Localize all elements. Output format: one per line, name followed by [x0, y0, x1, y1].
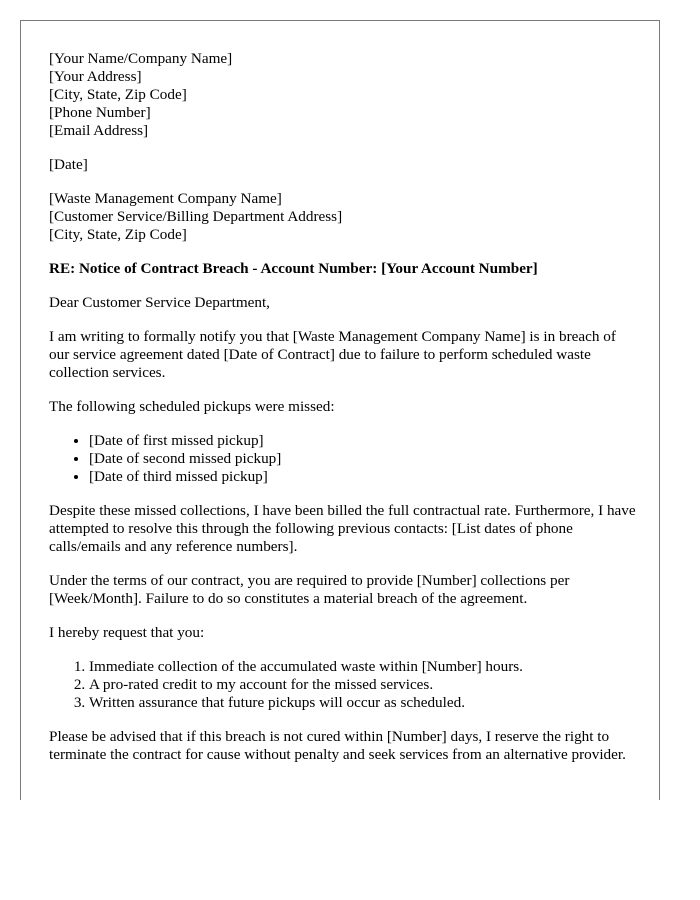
- letter-page: [20, 20, 660, 800]
- advisory-paragraph: Please be advised that if this breach is not cured within [Number] days, I reserve the right to terminate the contract for cause without penalty and seek services from an alternative provider.: [49, 728, 626, 763]
- missed-pickups-intro: The following scheduled pickups were missed:: [49, 398, 335, 415]
- sender-city-state-zip: [City, State, Zip Code]: [49, 86, 187, 103]
- requests-list: [49, 658, 639, 712]
- sender-phone: [Phone Number]: [49, 104, 151, 121]
- letter-date: [Date]: [49, 156, 88, 173]
- list-item: 3. Written assurance that future pickups will occur as scheduled.: [89, 694, 639, 712]
- salutation: Dear Customer Service Department,: [49, 294, 270, 311]
- subject-line: RE: Notice of Contract Breach - Account Number: [Your Account Number]: [49, 260, 538, 277]
- list-item: • [Date of first missed pickup]: [89, 432, 639, 450]
- request-intro: I hereby request that you:: [49, 624, 205, 641]
- recipient-company: [Waste Management Company Name]: [49, 190, 282, 207]
- sender-email: [Email Address]: [49, 122, 149, 139]
- terms-paragraph: Under the terms of our contract, you are required to provide [Number] collections per [Week/Month]. Failure to do so constitutes a material breach of the agreement.: [49, 572, 570, 607]
- sender-address: [Your Address]: [49, 68, 142, 85]
- list-item: 1. Immediate collection of the accumulated waste within [Number] hours.: [89, 658, 639, 676]
- sender-name: [Your Name/Company Name]: [49, 50, 233, 67]
- missed-pickups-list: [49, 432, 639, 486]
- recipient-block: [49, 190, 639, 244]
- sender-block: [49, 50, 639, 140]
- billing-paragraph: Despite these missed collections, I have been billed the full contractual rate. Furthermore, I have attempted to resolve this through the following previous contacts: [List dates of phone calls/emails and any reference numbers].: [49, 502, 636, 555]
- list-item: • [Date of third missed pickup]: [89, 468, 639, 486]
- list-item: • [Date of second missed pickup]: [89, 450, 639, 468]
- recipient-city-state-zip: [City, State, Zip Code]: [49, 226, 187, 243]
- recipient-department-address: [Customer Service/Billing Department Address]: [49, 208, 343, 225]
- list-item: 2. A pro-rated credit to my account for the missed services.: [89, 676, 639, 694]
- letter-body: [49, 50, 639, 780]
- intro-paragraph: I am writing to formally notify you that [Waste Management Company Name] is in breach of our service agreement dated [Date of Contract] due to failure to perform scheduled waste collection services.: [49, 328, 616, 381]
- date-block: [49, 156, 639, 174]
